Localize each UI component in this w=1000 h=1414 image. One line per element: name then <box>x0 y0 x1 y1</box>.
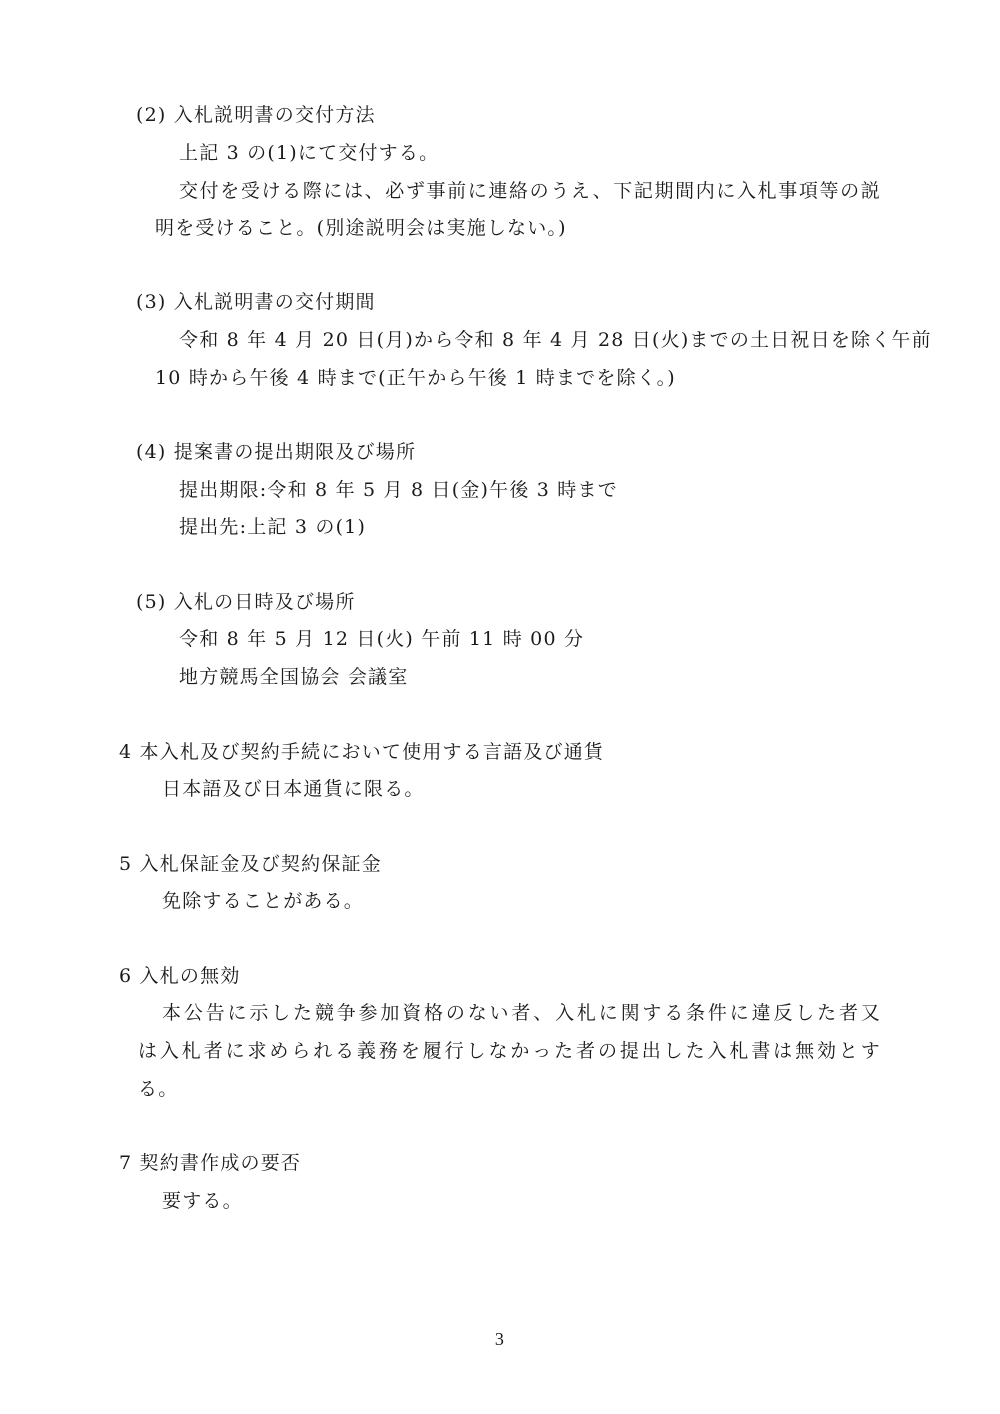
section-7-text: 要する。 <box>162 1190 243 1212</box>
item-5-heading: (5) 入札の日時及び場所 <box>136 591 356 613</box>
item-5-datetime: 令和 8 年 5 月 12 日(火) 午前 11 時 00 分 <box>179 628 585 650</box>
item-2-text-3: 明を受けること。(別途説明会は実施しない。) <box>155 217 567 239</box>
section-6-text-2: は入札者に求められる義務を履行しなかった者の提出した入札書は無効とす <box>138 1040 881 1062</box>
item-3-text-1: 令和 8 年 4 月 20 日(月)から令和 8 年 4 月 28 日(火)までの土日祝日を除く午前 <box>179 329 932 351</box>
item-3-heading: (3) 入札説明書の交付期間 <box>136 291 376 313</box>
item-4-heading: (4) 提案書の提出期限及び場所 <box>136 441 417 463</box>
item-5-place: 地方競馬全国協会 会議室 <box>179 666 409 688</box>
section-4-text: 日本語及び日本通貨に限る。 <box>162 778 425 800</box>
section-6-text-3: る。 <box>138 1078 179 1100</box>
section-5-heading: 5 入札保証金及び契約保証金 <box>119 853 382 875</box>
item-2-text-1: 上記 3 の(1)にて交付する。 <box>179 142 440 164</box>
item-4-deadline: 提出期限:令和 8 年 5 月 8 日(金)午後 3 時まで <box>179 479 618 501</box>
section-5-text: 免除することがある。 <box>162 890 365 912</box>
section-4-heading: 4 本入札及び契約手続において使用する言語及び通貨 <box>119 741 605 763</box>
item-4-destination: 提出先:上記 3 の(1) <box>179 516 367 538</box>
item-2-heading: (2) 入札説明書の交付方法 <box>136 104 376 126</box>
page-number: 3 <box>494 1329 506 1349</box>
item-3-text-2: 10 時から午後 4 時まで(正午から午後 1 時までを除く。) <box>155 367 676 389</box>
item-2-text-2: 交付を受ける際には、必ず事前に連絡のうえ、下記期間内に入札事項等の説 <box>179 180 881 202</box>
section-6-text-1: 本公告に示した競争参加資格のない者、入札に関する条件に違反した者又 <box>162 1002 881 1024</box>
section-6-heading: 6 入札の無効 <box>119 965 241 987</box>
section-7-heading: 7 契約書作成の要否 <box>119 1152 302 1174</box>
